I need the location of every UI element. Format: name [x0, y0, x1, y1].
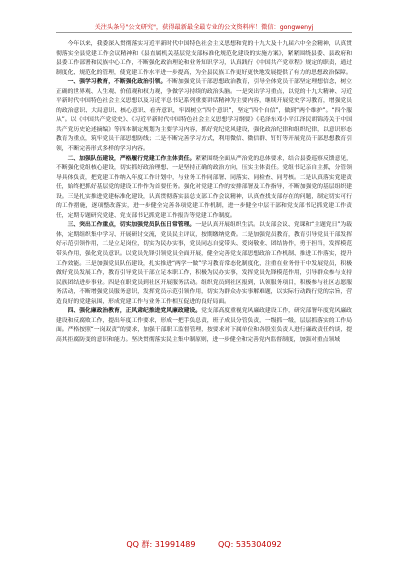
qq-group-number: QQ 群: 31991489: [126, 540, 196, 549]
document-body: [56, 40, 352, 346]
section-1-heading: 一、强学习教育，不断强化政治引领。: [67, 79, 167, 86]
section-3-paragraph: [56, 221, 352, 307]
section-4-paragraph: [56, 307, 352, 345]
section-1-text: 不断加强党员干部思想政治教育，引导全体党员干部坚定理想信念，树立正确的世界观、人生观、价值观和权力观，争做学习持续的政治头脑。一是突出学习重点，以党的十九大精神、习近平新时代中国特色社会主义思想以及习近平总书记系列重要讲话精神为主要内容，继续开展党史学习教育，增强党员的政治意识、大局意识、核心意识、看齐意识，牢固树立“四个意识”，坚定“四个自信”，做到“两个维护”。“四个服从”。以《中国共产党党史》、《习近平新时代中国特色社会主义思想学习纲要》《毛泽东邓小平江泽民胡锦涛关于中国共产党历史论述摘编》等四本制定规划为主要学习内容，抓好党纪党风建设，强化政治纪律和组织纪律，以意识形态教育为重点，筑牢党员干部思想防线；二是不断完善学习方式，利用微信、微信群、钉钉等开展党员干部思想教育引领，不断完善形式多样的学习内容。: [56, 79, 352, 153]
intro-paragraph: [56, 40, 352, 78]
section-4-heading: 四、强化廉政治教育，正风肃纪推进党风廉政建设。: [67, 308, 202, 315]
section-2-text: 紧紧围绕全面从严治党的总体要求，结合县委巡察反馈意见，不断强化党组核心建设，切实抓好政治理想、一是坚持正确的政治方向，压实主体责任。党组书记亲自主抓，分管领导具体负责，把党建工作纳入年度工作计划中，与业务工作同部署、同落实、同检查、同考核。二是认真落实党建责任，始终把抓好基层党的建设工作作为首要任务。强化对党建工作的安排部署及工作指导，不断加强党的基层组织建设。三是扎实推进党建标准化建设，认真贯彻落实县总支部工作会议精神，认真查找支部存在的问题，制定切实可行的工作措施，逐项整改落实，进一步健全完善各项党建工作机制，进一步健全中层干部和党支部书记抓党建工作责任，定期专题研究党建、党支部书记抓党建工作报告等党建工作制度。: [56, 155, 352, 219]
paragraph-text: 今年以来，我委深入贯彻落实习近平新时代中国特色社会主义思想和党的十九大及十九届六中全会精神，认真贯彻落实全县党建工作会议精神和《县直属机关基层党支部标准化规范化建设的实施方案》，紧紧围绕县委、县政府和县委工作部署和民族中心工作，不断强化政治理论和业务知识学习，认真践行《中国共产党章程》规定的职责，通过制度化、规范化的管理，使党建工作水平进一步提高，为全县民族工作更好更快地发展提供了有力的思想政治保障。: [56, 41, 352, 76]
section-4-text: 党支部高度重视党风廉政建设工作，研究部署年度党风廉政建设和反腐败工作，提出年度工作要求，形成一把手负总责，班子成员分管负责，一级抓一级，层层抓落实的工作局面。严格按照“一岗双责”的要求，加强干部职工监督管理，按要求对下属单位和各股室负责人进行廉政责任约谈，提高其拒腐防变的意识和能力。坚决贯彻落实民主集中制原则，进一步健全和完善党内监督制度，加强对重点领域: [56, 308, 352, 343]
page-footer: [0, 539, 408, 550]
header-divider: [56, 32, 352, 33]
page-header-banner: 关注头条号"公文研究"，获得最新最全最专业的公文资料库！微信：gongwenyj: [94, 24, 314, 31]
section-1-paragraph: [56, 78, 352, 154]
section-2-heading: 二、加强队伍建设，严格履行党建工作主体责任。: [67, 155, 196, 162]
section-2-paragraph: [56, 155, 352, 222]
section-3-heading: 三、突出工作重点，切实加强党员队伍日常管理。: [67, 222, 196, 229]
section-3-text: 一是认真开展组织生活。以支部会议、党课和“主题党日”为载体，定期组织集中学习、开展研讨交流，党员民主评议，按期缴纳党费。二是加强党员教育，教育引导党员干部发挥好示范引领作用，二是立足岗位，切实为民办实事，党员同志自觉带头、爱岗敬业、团结协作，勇于担当，发挥模范带头作用，强化党员意识。以党员先锋引领党员全面开展，健全完善党支部思想政治工作机制、推进工作落实，提升工作效能。三是加强党员队伍建设，扎实推进“两学一做”学习教育常态化制度化，注重在业务骨干中发展党员，积极做好党员发展工作，教育引导党员干部立足本职工作，积极为民办实事，发挥党员先锋模范作用，引导群众参与支持民族团结进步事业。四是在职党员到社区开展服务活动。组织党员到社区报到，认领服务项目，积极参与社区志愿服务活动，不断增强党员服务意识，发挥党员示范引领作用，切实为群众办实事解难题，以实际行动践行党的宗旨，营造良好的党建氛围，形成党建工作与业务工作相互促进的良好局面。: [56, 222, 352, 305]
qq-number: QQ: 535304092: [218, 540, 282, 549]
